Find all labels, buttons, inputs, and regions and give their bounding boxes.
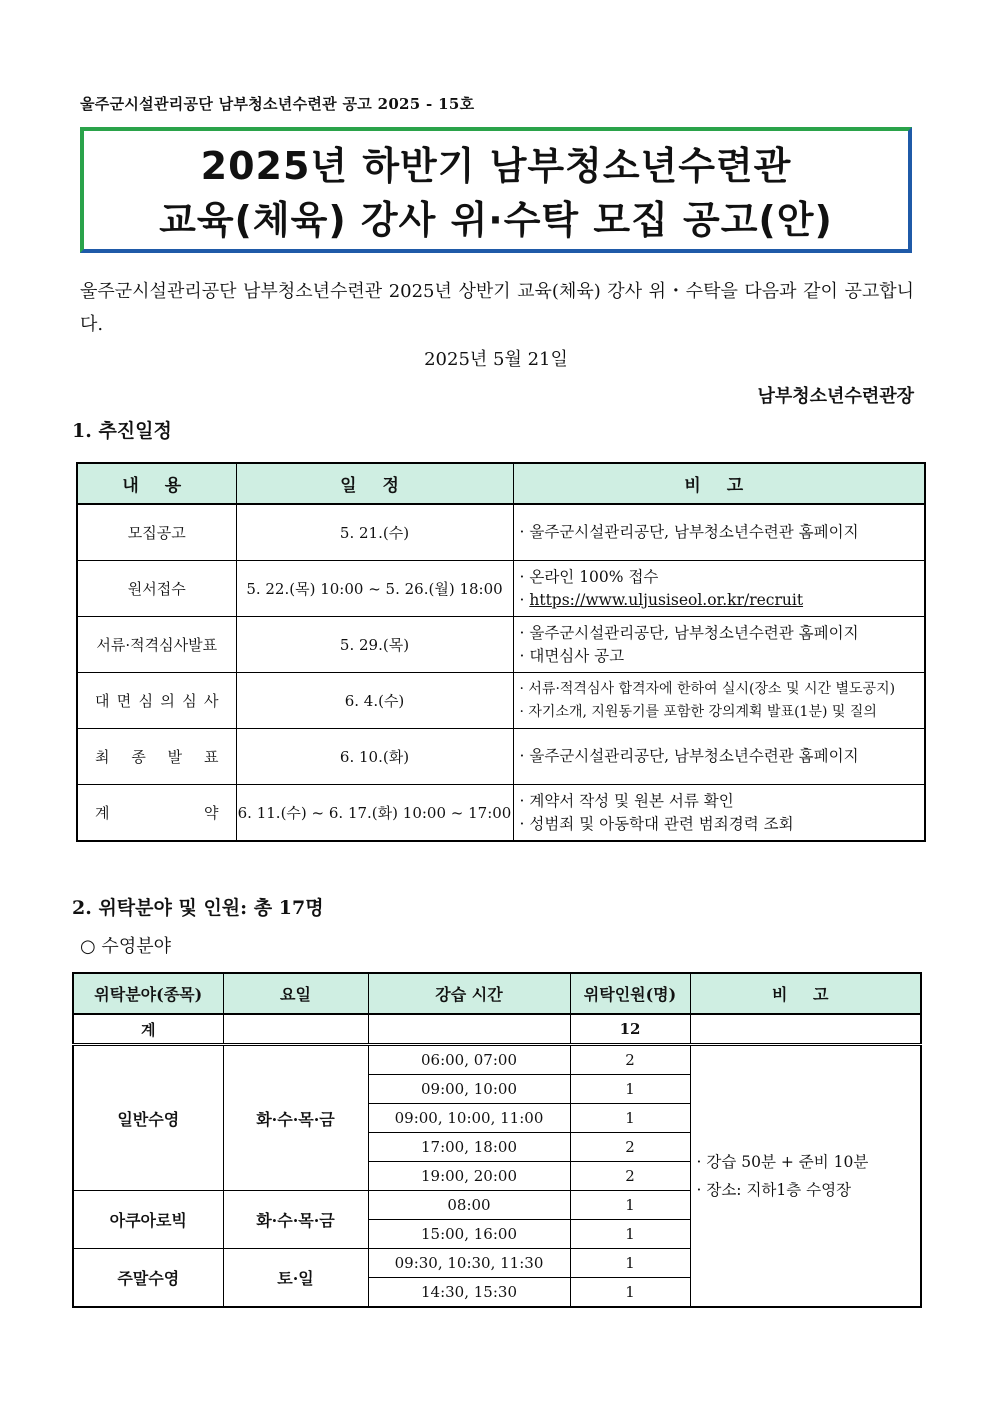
header-cell: 비 고 <box>690 973 921 1014</box>
table-row <box>77 561 925 617</box>
schedule-item <box>77 673 236 729</box>
slot-time: 08:00 <box>368 1191 570 1220</box>
swim-group-name: 일반수영 <box>73 1045 223 1191</box>
schedule-date: 6. 11.(수) ~ 6. 17.(화) 10:00 ~ 17:00 <box>236 785 513 842</box>
spread-label <box>79 746 235 767</box>
slot-count: 2 <box>570 1133 690 1162</box>
swim-remarks: · 강습 50분 + 준비 10분 · 장소: 지하1층 수영장 <box>690 1045 921 1308</box>
spread-char: 계 <box>95 804 110 822</box>
schedule-item: 서류·적격심사발표 <box>77 617 236 673</box>
slot-time: 15:00, 16:00 <box>368 1220 570 1249</box>
swim-group-days: 화·수·목·금 <box>223 1191 368 1249</box>
schedule-date: 6. 10.(화) <box>236 729 513 785</box>
header-cell: 일 정 <box>236 463 513 504</box>
table-row <box>73 1045 921 1075</box>
swim-group-days: 화·수·목·금 <box>223 1045 368 1191</box>
spread-char: 약 <box>204 804 219 822</box>
slot-count: 1 <box>570 1075 690 1104</box>
slot-time: 19:00, 20:00 <box>368 1162 570 1191</box>
slot-count: 2 <box>570 1162 690 1191</box>
schedule-item <box>77 729 236 785</box>
swim-group-name: 아쿠아로빅 <box>73 1191 223 1249</box>
slot-time: 06:00, 07:00 <box>368 1045 570 1075</box>
schedule-note: · 온라인 100% 접수 · https://www.uljusiseol.or.kr/recruit <box>513 561 925 617</box>
table-row <box>77 673 925 729</box>
spread-char: 면 <box>116 692 132 710</box>
slot-time: 17:00, 18:00 <box>368 1133 570 1162</box>
table-row <box>77 504 925 561</box>
total-row <box>73 1014 921 1045</box>
spread-label <box>79 690 235 711</box>
spread-char: 심 <box>182 692 197 710</box>
table-row <box>77 785 925 842</box>
header-cell: 위탁분야(종목) <box>73 973 223 1014</box>
schedule-item: 모집공고 <box>77 504 236 561</box>
table-header-row <box>77 463 925 504</box>
recruit-link[interactable]: https://www.uljusiseol.or.kr/recruit <box>529 590 804 609</box>
schedule-note: · 울주군시설관리공단, 남부청소년수련관 홈페이지 · 대면심사 공고 <box>513 617 925 673</box>
section1-heading: 1. 추진일정 <box>72 420 172 442</box>
page-title-line1: 2025년 하반기 남부청소년수련관 <box>200 144 792 188</box>
header-cell: 강습 시간 <box>368 973 570 1014</box>
spread-char: 발 <box>167 748 183 766</box>
swim-group-name: 주말수영 <box>73 1249 223 1308</box>
slot-time: 09:00, 10:00 <box>368 1075 570 1104</box>
spread-char: 의 <box>160 692 175 710</box>
page-title-line2: 교육(체육) 강사 위·수탁 모집 공고(안) <box>159 198 833 242</box>
slot-time: 09:30, 10:30, 11:30 <box>368 1249 570 1278</box>
notice-date: 2025년 5월 21일 <box>424 349 568 370</box>
spread-char: 대 <box>95 692 110 710</box>
table-header-row <box>73 973 921 1014</box>
schedule-item <box>77 785 236 842</box>
slot-count: 1 <box>570 1278 690 1308</box>
notice-number: 울주군시설관리공단 남부청소년수련관 공고 2025 - 15호 <box>80 95 475 113</box>
swim-table <box>72 972 922 1308</box>
spread-char: 표 <box>203 748 219 766</box>
schedule-date: 5. 29.(목) <box>236 617 513 673</box>
spread-char: 최 <box>95 748 110 766</box>
slot-count: 1 <box>570 1220 690 1249</box>
swim-subheading: ○ 수영분야 <box>80 936 171 957</box>
section2-heading: 2. 위탁분야 및 인원: 총 17명 <box>72 897 324 919</box>
schedule-item: 원서접수 <box>77 561 236 617</box>
issuer: 남부청소년수련관장 <box>757 386 914 407</box>
slot-count: 1 <box>570 1249 690 1278</box>
title-box <box>80 127 912 253</box>
schedule-note: · 울주군시설관리공단, 남부청소년수련관 홈페이지 <box>513 504 925 561</box>
schedule-note: · 계약서 작성 및 원본 서류 확인 · 성범죄 및 아동학대 관련 범죄경력 조회 <box>513 785 925 842</box>
slot-time: 14:30, 15:30 <box>368 1278 570 1308</box>
swim-group-days: 토·일 <box>223 1249 368 1308</box>
slot-count: 1 <box>570 1191 690 1220</box>
schedule-date: 5. 21.(수) <box>236 504 513 561</box>
schedule-date: 6. 4.(수) <box>236 673 513 729</box>
schedule-table <box>76 462 926 842</box>
header-cell: 비 고 <box>513 463 925 504</box>
total-count: 12 <box>570 1014 690 1045</box>
intro-paragraph: 울주군시설관리공단 남부청소년수련관 2025년 상반기 교육(체육) 강사 위・수탁을 다음과 같이 공고합니다. <box>80 281 914 335</box>
spread-char: 종 <box>131 748 146 766</box>
header-cell: 요일 <box>223 973 368 1014</box>
slot-time: 09:00, 10:00, 11:00 <box>368 1104 570 1133</box>
schedule-note: · 울주군시설관리공단, 남부청소년수련관 홈페이지 <box>513 729 925 785</box>
schedule-date: 5. 22.(목) 10:00 ~ 5. 26.(월) 18:00 <box>236 561 513 617</box>
spread-char: 심 <box>138 692 154 710</box>
header-cell: 위탁인원(명) <box>570 973 690 1014</box>
schedule-note: · 서류·적격심사 합격자에 한하여 실시(장소 및 시간 별도공지) · 자기소개, 지원동기를 포함한 강의계획 발표(1분) 및 질의 <box>513 673 925 729</box>
slot-count: 2 <box>570 1045 690 1075</box>
table-row <box>77 729 925 785</box>
table-row <box>77 617 925 673</box>
spread-char: 사 <box>203 692 219 710</box>
slot-count: 1 <box>570 1104 690 1133</box>
total-label: 계 <box>73 1014 223 1045</box>
spread-label <box>79 802 235 823</box>
header-cell: 내 용 <box>77 463 236 504</box>
